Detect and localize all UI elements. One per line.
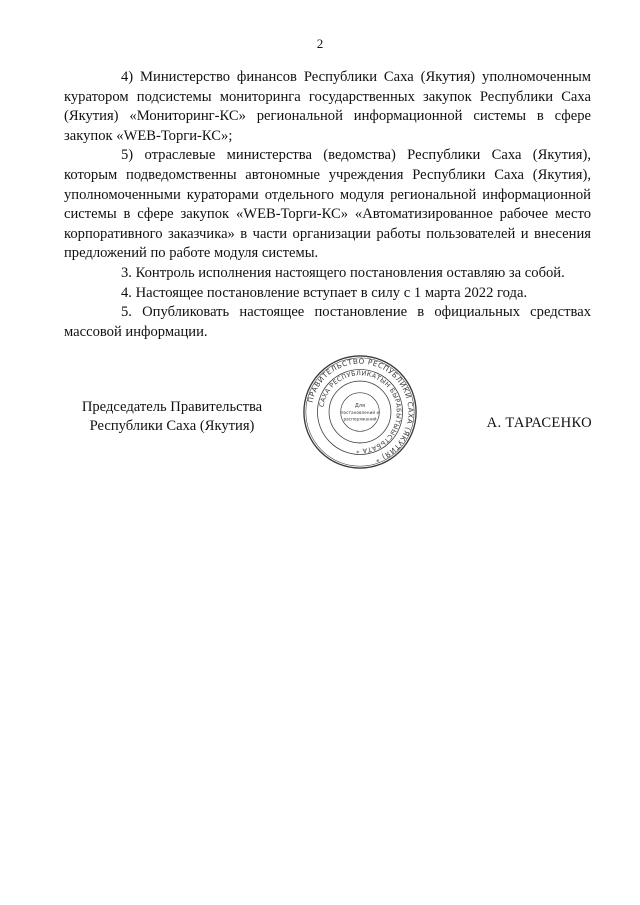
seal-outer-text: ПРАВИТЕЛЬСТВО РЕСПУБЛИКИ САХА (ЯКУТИЯ) * (305, 356, 416, 465)
paragraph-control: 3. Контроль исполнения настоящего постановления оставляю за собой. (121, 264, 565, 281)
signer-name: А. ТАРАСЕНКО (486, 415, 592, 431)
page-number: 2 (316, 36, 324, 51)
seal-center-line3: распоряжений (343, 417, 377, 423)
seal-center-line1: Для (354, 403, 366, 410)
signatory-title-line2: Республики Саха (Якутия) (89, 418, 255, 434)
paragraph-item-5: 5) отраслевые министерства (ведомства) Республики Саха (Якутия), которым подведомственны автономные учреждения Республики Саха (Якутия), уполномоченными кураторами отдельного модуля региональной информационной системы в сфере закупок «WEB-Торги-КС» «Автоматизированное рабочее место корпоративного заказчика» в части организации работы пользователей и внесения предложений по работе модуля системы. (64, 147, 591, 262)
signatory-title (62, 398, 282, 436)
signatory-title-line1: Председатель Правительства (81, 399, 263, 415)
seal-inner-text: САХА РЕСПУБЛИКАТЫН БЫРАБЫТЫЫСТЬБАТА * (317, 369, 403, 455)
paragraph-effective-date: 4. Настоящее постановление вступает в силу с 1 марта 2022 года. (121, 284, 528, 301)
paragraph-publish: 5. Опубликовать настоящее постановление в официальных средствах массовой информации. (64, 304, 591, 340)
paragraph-item-4: 4) Министерство финансов Республики Саха (Якутия) уполномоченным куратором подсистемы мониторинга государственных закупок Республики Саха (Якутия) «Мониторинг-КС» региональной информационной системы в сфере закупок «WEB-Торги-КС»; (64, 69, 591, 144)
document-body (64, 68, 591, 342)
official-seal (302, 354, 418, 470)
seal-center-line2: постановлений и (340, 410, 380, 416)
